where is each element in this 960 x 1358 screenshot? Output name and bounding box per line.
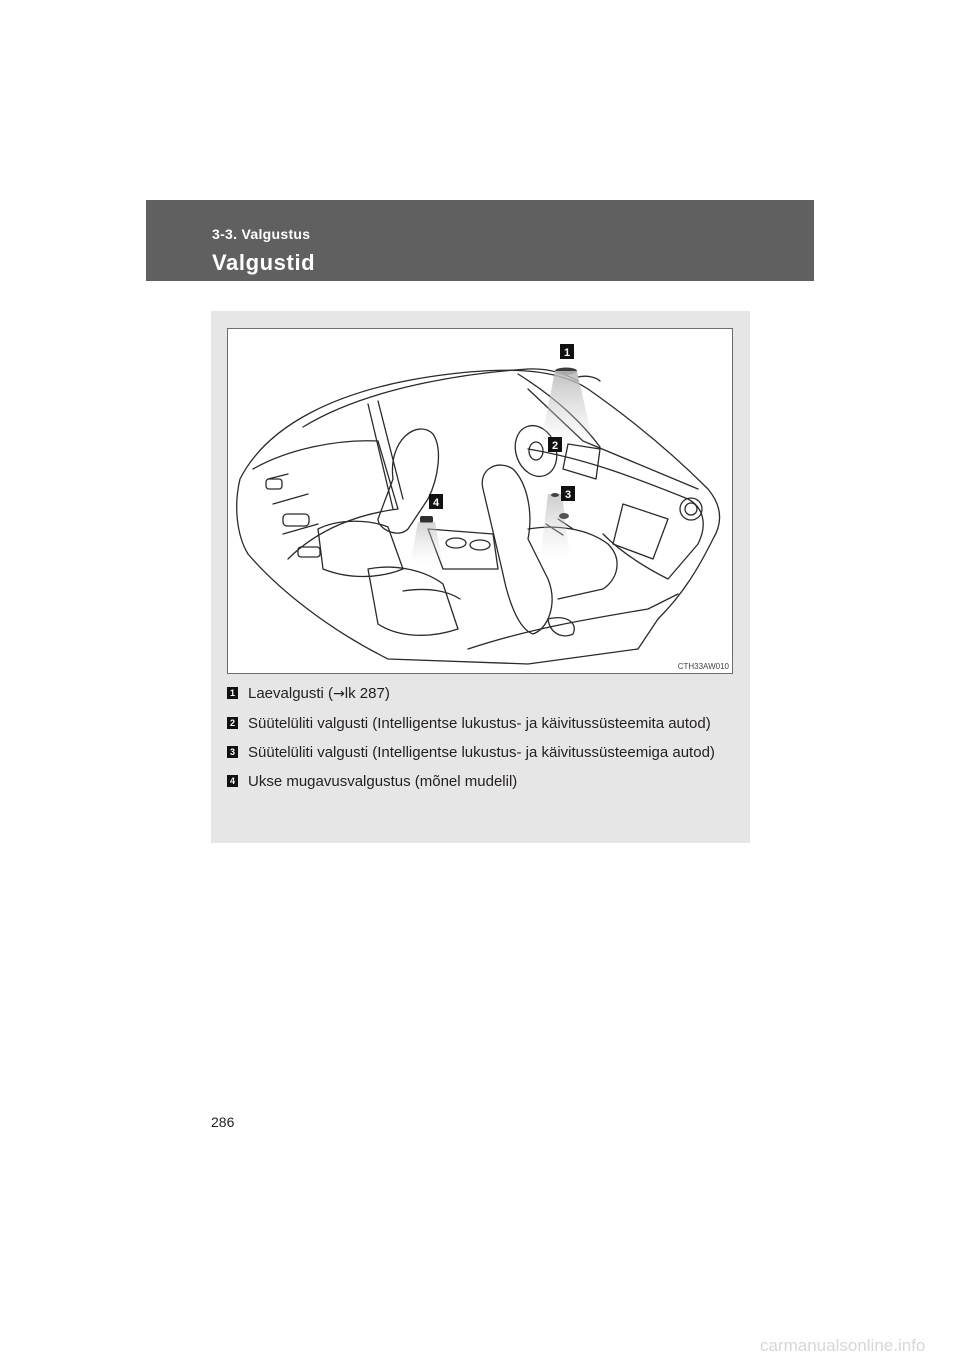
content-box bbox=[211, 311, 750, 843]
svg-text:1: 1 bbox=[563, 347, 571, 359]
arrow-right-icon: → bbox=[333, 686, 345, 702]
svg-text:4: 4 bbox=[432, 497, 440, 509]
courtesy-light bbox=[420, 516, 433, 523]
car-interior-illustration bbox=[228, 329, 732, 673]
svg-text:2: 2 bbox=[551, 440, 559, 452]
section-label: 3-3. Valgustus bbox=[212, 226, 311, 242]
number-badge-4: 4 bbox=[227, 775, 238, 787]
watermark: carmanualsonline.info bbox=[760, 1336, 926, 1355]
figure-code: CTH33AW010 bbox=[677, 662, 729, 671]
legend-item-3 bbox=[227, 742, 742, 763]
callout-2 bbox=[548, 437, 562, 452]
legend-item-4 bbox=[227, 771, 742, 792]
legend-item-2 bbox=[227, 713, 742, 734]
legend-list bbox=[227, 683, 742, 800]
section-header-band bbox=[146, 200, 814, 281]
legend-text-1-before: Laevalgusti ( bbox=[248, 685, 334, 702]
legend-text-2: Süütelüliti valgusti (Intelligentse lukustus- ja käivitussüsteemita autod) bbox=[248, 715, 711, 732]
number-badge-2: 2 bbox=[227, 717, 238, 729]
interior-lights-figure bbox=[227, 328, 733, 674]
callout-3 bbox=[561, 486, 575, 501]
page-title: Valgustid bbox=[212, 250, 316, 275]
callout-1 bbox=[560, 344, 574, 359]
legend-text-3: Süütelüliti valgusti (Intelligentse lukustus- ja käivitussüsteemiga autod) bbox=[248, 744, 715, 761]
door-left bbox=[253, 441, 398, 559]
legend-item-1 bbox=[227, 683, 742, 705]
number-badge-1: 1 bbox=[227, 687, 238, 699]
legend-text-4: Ukse mugavusvalgustus (mõnel mudelil) bbox=[248, 773, 518, 790]
rear-seat bbox=[318, 521, 403, 576]
legend-text-1-after: lk 287) bbox=[344, 685, 390, 702]
number-badge-3: 3 bbox=[227, 746, 238, 758]
svg-text:3: 3 bbox=[564, 489, 572, 501]
callout-4 bbox=[429, 494, 443, 509]
page-number: 286 bbox=[211, 1114, 235, 1130]
